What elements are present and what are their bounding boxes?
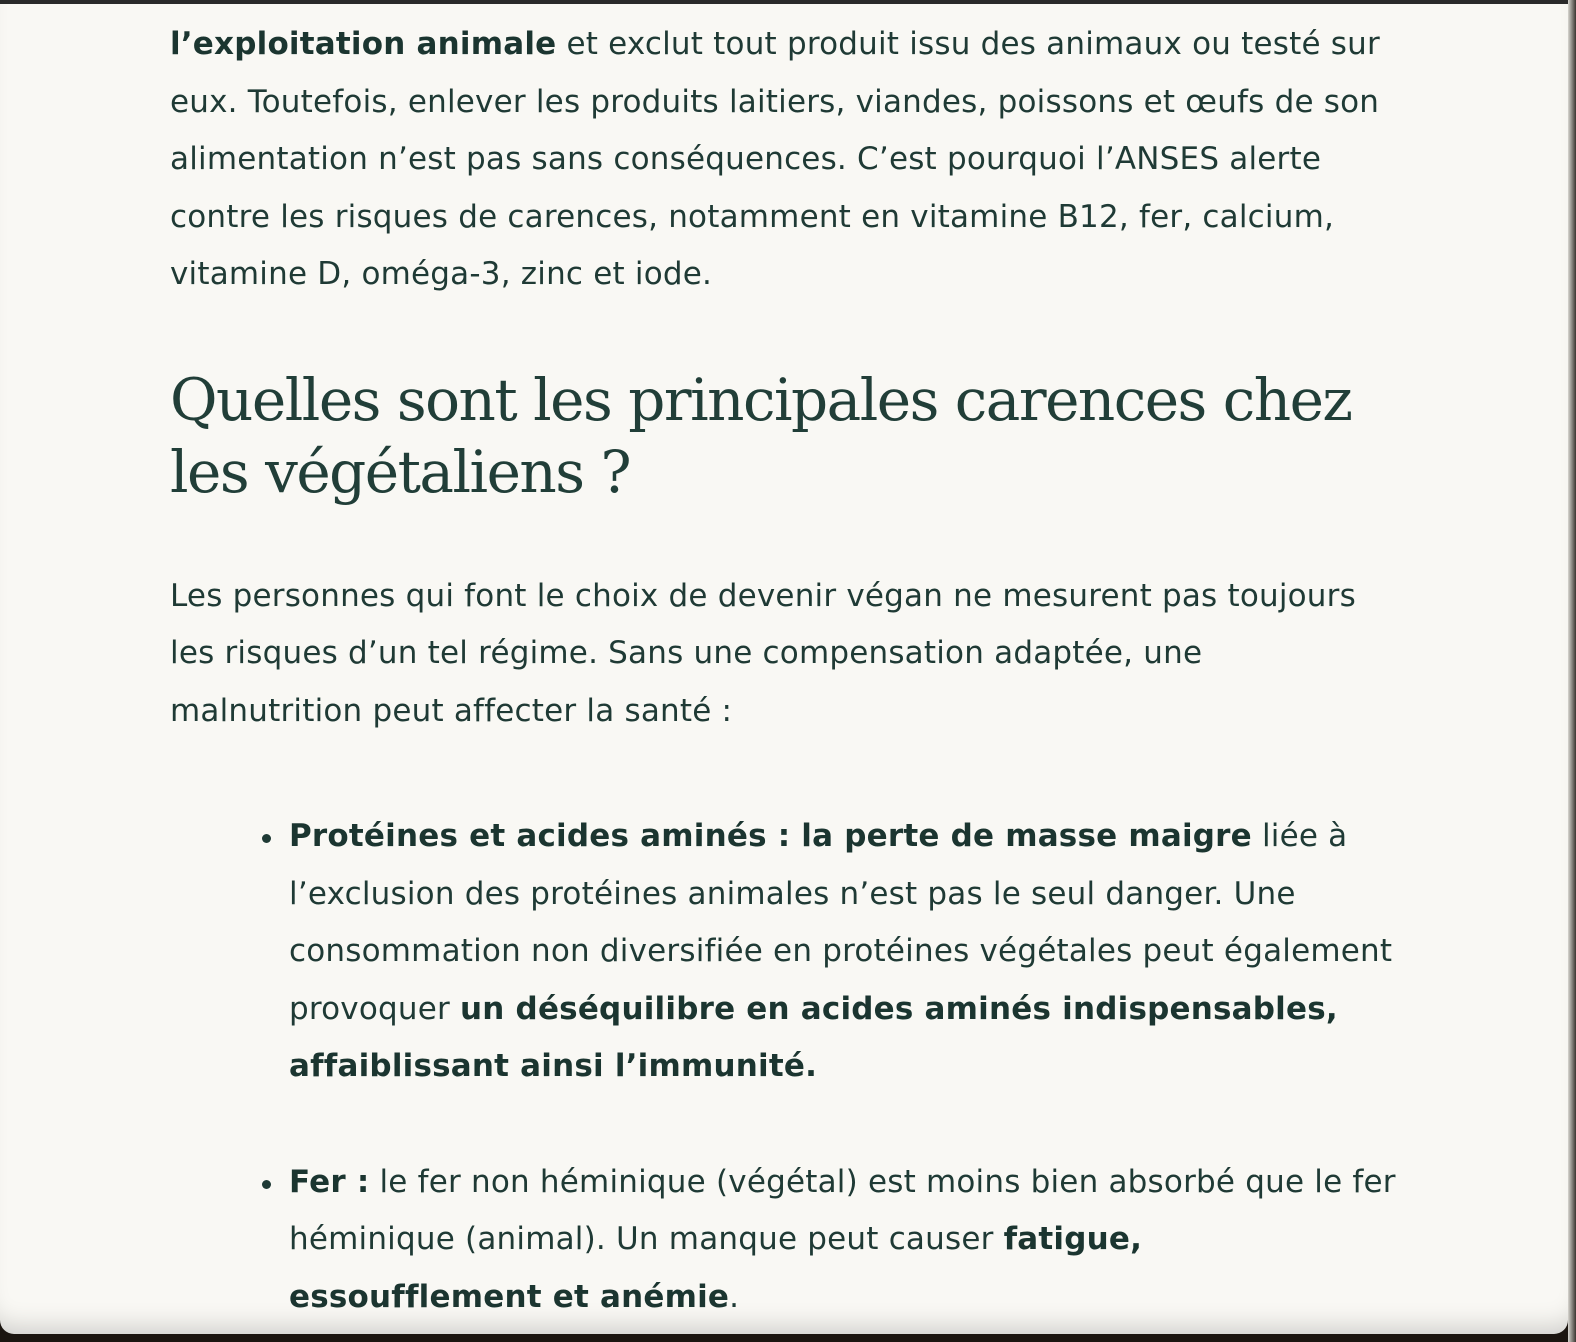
- list-item-text: liée à l’exclusion des protéines animales n’est pas le seul danger. Une consommation non diversifiée en protéines végétales peut également provoquer: [289, 818, 1393, 1027]
- list-item-text: le fer non héminique (végétal) est moins bien absorbé que le fer héminique (animal). Un manque peut causer: [289, 1163, 1396, 1257]
- deficiency-list: [170, 808, 1400, 1326]
- list-item-lead: Protéines et acides aminés : la perte de masse maigre: [289, 818, 1252, 854]
- list-item-iron: [289, 1154, 1400, 1327]
- list-item-lead: Fer :: [289, 1163, 370, 1200]
- list-item-emphasis: un déséquilibre en acides aminés indispensables, affaiblissant ainsi l’immunité.: [289, 990, 1338, 1084]
- article-page[interactable]: [0, 4, 1568, 1334]
- paragraph-text: et exclut tout produit issu des animaux ou testé sur eux. Toutefois, enlever les produits laitiers, viandes, poissons et œufs de son alimentation n’est pas sans conséquences. C’est pourquoi l’ANSES alerte contre les risques de carences, notamment en vitamine B12, fer, calcium, vitamine D, oméga-3, zinc et iode.: [170, 26, 1380, 292]
- intro-paragraph: Les personnes qui font le choix de devenir végan ne mesurent pas toujours les risques d’un tel régime. Sans une compensation adaptée, une malnutrition peut affecter la santé :: [170, 577, 1356, 729]
- list-item-proteins: [289, 808, 1400, 1096]
- window-right-edge: [1568, 0, 1576, 1342]
- list-item-emphasis: fatigue, essoufflement et anémie: [289, 1221, 1143, 1315]
- bold-phrase: l’exploitation animale: [170, 26, 557, 62]
- paragraph-veganism-risks: [170, 16, 1400, 304]
- section-heading: Quelles sont les principales carences chez les végétaliens ?: [170, 365, 1352, 506]
- article-content: [170, 16, 1400, 1334]
- list-item-trailing: .: [729, 1278, 740, 1315]
